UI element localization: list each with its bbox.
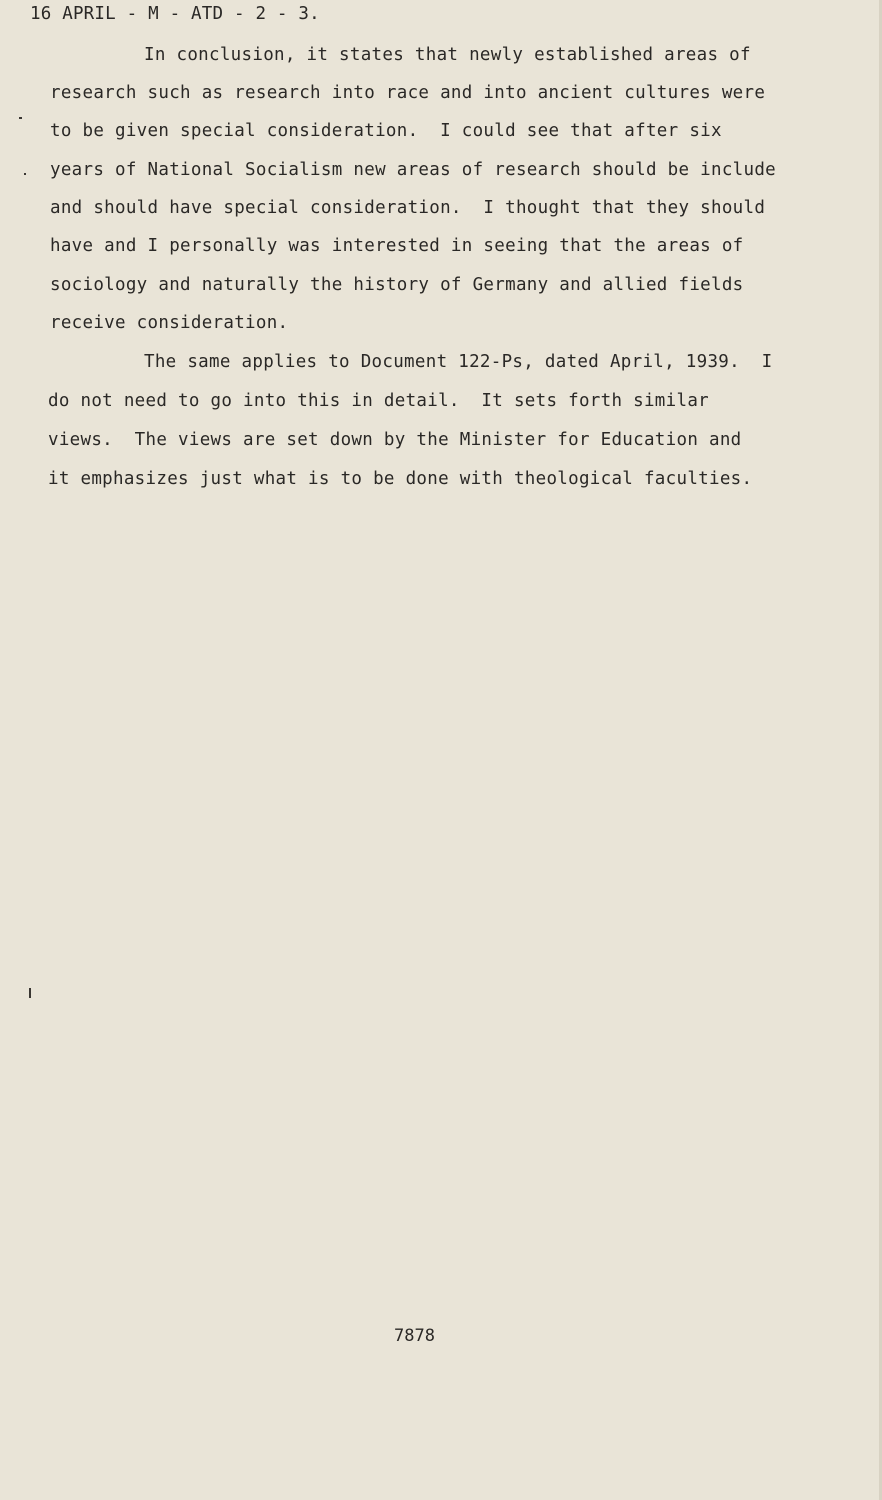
text-line: The same applies to Document 122-Ps, dated April, 1939. I (144, 352, 773, 372)
margin-mark (29, 988, 31, 998)
text-line: to be given special consideration. I could see that after six (50, 121, 722, 141)
text-line: sociology and naturally the history of Germany and allied fields (50, 275, 744, 295)
page-number: 7878 (394, 1326, 435, 1346)
margin-mark (24, 173, 26, 175)
text-line: do not need to go into this in detail. It sets forth similar (48, 391, 709, 411)
page-header: 16 APRIL - M - ATD - 2 - 3. (30, 4, 320, 24)
text-line: have and I personally was interested in seeing that the areas of (50, 236, 744, 256)
text-line: and should have special consideration. I thought that they should (50, 198, 766, 218)
text-line: years of National Socialism new areas of research should be include (50, 160, 777, 180)
text-line: receive consideration. (50, 313, 289, 333)
margin-mark (19, 117, 22, 119)
text-line: research such as research into race and into ancient cultures were (50, 83, 766, 103)
text-line: In conclusion, it states that newly established areas of (144, 45, 751, 65)
text-line: it emphasizes just what is to be done with theological faculties. (48, 469, 753, 489)
text-line: views. The views are set down by the Minister for Education and (48, 430, 742, 450)
